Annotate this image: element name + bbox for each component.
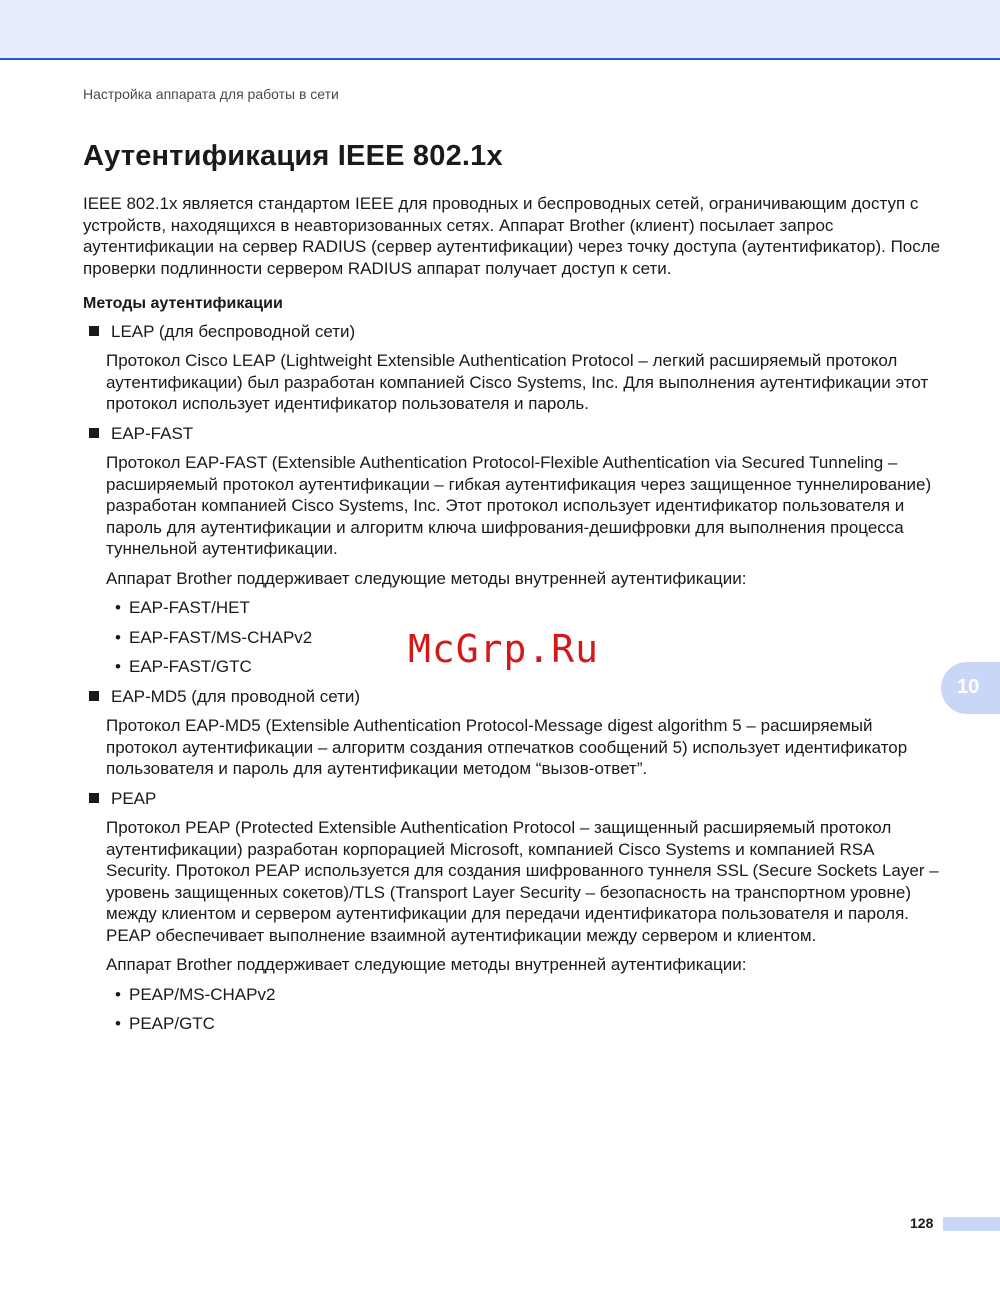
inner-methods-list-peap <box>115 984 943 1035</box>
square-bullet-icon <box>89 793 99 803</box>
bullet-dot-icon: • <box>115 984 121 1004</box>
inner-method-name: EAP-FAST/GTC <box>129 657 252 676</box>
inner-method-name: PEAP/GTC <box>129 1014 215 1033</box>
inner-method-name: PEAP/MS-CHAPv2 <box>129 984 276 1004</box>
page-number-bar <box>943 1217 1000 1231</box>
inner-methods-intro: Аппарат Brother поддерживает следующие методы внутренней аутентификации: <box>106 568 747 588</box>
method-item-eap-fast <box>83 423 943 445</box>
method-description-leap: Протокол Cisco LEAP (Lightweight Extensible Authentication Protocol – легкий расширяемый протокол аутентификации) был разработан компанией Cisco Systems, Inc. Для выполнения аутентификации этот протокол использует идентификатор пользователя и пароль. <box>106 351 929 413</box>
method-name: EAP-FAST <box>111 423 194 443</box>
chapter-tab <box>941 662 1000 714</box>
page-number: 128 <box>910 1215 934 1231</box>
square-bullet-icon <box>89 428 99 438</box>
main-content <box>83 193 943 1043</box>
bullet-dot-icon: • <box>115 627 121 647</box>
inner-method-name: EAP-FAST/MS-CHAPv2 <box>129 627 313 647</box>
list-item <box>115 597 943 619</box>
square-bullet-icon <box>89 691 99 701</box>
list-item <box>115 984 943 1006</box>
page-title: Аутентификация IEEE 802.1x <box>83 140 503 172</box>
chapter-number: 10 <box>957 676 980 698</box>
method-description-peap: Протокол PEAP (Protected Extensible Authentication Protocol – защищенный расширяемый протокол аутентификации) разработан корпорацией Microsoft, компанией Cisco Systems и компанией RSA Security. Протокол PEAP используется для создания шифрованного туннеля SSL (Secure Sockets Layer – уровень защищенных сокетов)/TLS (Transport Layer Security – безопасность на транспортном уровне) между клиентом и сервером аутентификации для передачи идентификатора пользователя и пароля. PEAP обеспечивает выполнение взаимной аутентификации между сервером и клиентом. <box>106 818 939 945</box>
method-name: EAP-MD5 (для проводной сети) <box>111 686 361 706</box>
square-bullet-icon <box>89 326 99 336</box>
list-item <box>115 1013 943 1035</box>
method-description-eap-md5: Протокол EAP-MD5 (Extensible Authentication Protocol-Message digest algorithm 5 – расширяемый протокол аутентификации – алгоритм создания отпечатков сообщений 5) использует идентификатор пользователя и пароль для аутентификации методом “вызов-ответ”. <box>106 716 908 778</box>
watermark-logo: McGrp.Ru <box>408 627 600 671</box>
method-name: PEAP <box>111 788 157 808</box>
method-item-peap <box>83 788 943 810</box>
method-item-leap <box>83 321 943 343</box>
method-item-eap-md5 <box>83 686 943 708</box>
inner-methods-intro: Аппарат Brother поддерживает следующие методы внутренней аутентификации: <box>106 955 747 974</box>
running-header: Настройка аппарата для работы в сети <box>83 86 339 102</box>
inner-method-name: EAP-FAST/НЕТ <box>129 598 250 617</box>
method-name: LEAP (для беспроводной сети) <box>111 321 356 341</box>
intro-paragraph: IEEE 802.1x является стандартом IEEE для проводных и беспроводных сетей, ограничивающим доступ с устройств, находящихся в неавторизованных сетях. Аппарат Brother (клиент) посылает запрос аутентификации на сервер RADIUS (сервер аутентификации) через точку доступа (аутентификатор). После проверки подлинности сервером RADIUS аппарат получает доступ к сети. <box>83 194 941 278</box>
methods-heading: Методы аутентификации <box>83 295 283 312</box>
top-header-band <box>0 0 1000 60</box>
bullet-dot-icon: • <box>115 1014 121 1033</box>
method-description-eap-fast: Протокол EAP-FAST (Extensible Authentication Protocol-Flexible Authentication via Secured Tunneling – расширяемый протокол аутентификации – гибкая аутентификация через защищенное туннелирование) разработан компанией Cisco Systems, Inc. Этот протокол использует идентификатор пользователя и пароль для аутентификации и алгоритм ключа шифрования-дешифровки для выполнения процесса туннельной аутентификации. <box>106 453 932 558</box>
bullet-dot-icon: • <box>115 657 121 676</box>
bullet-dot-icon: • <box>115 598 121 617</box>
